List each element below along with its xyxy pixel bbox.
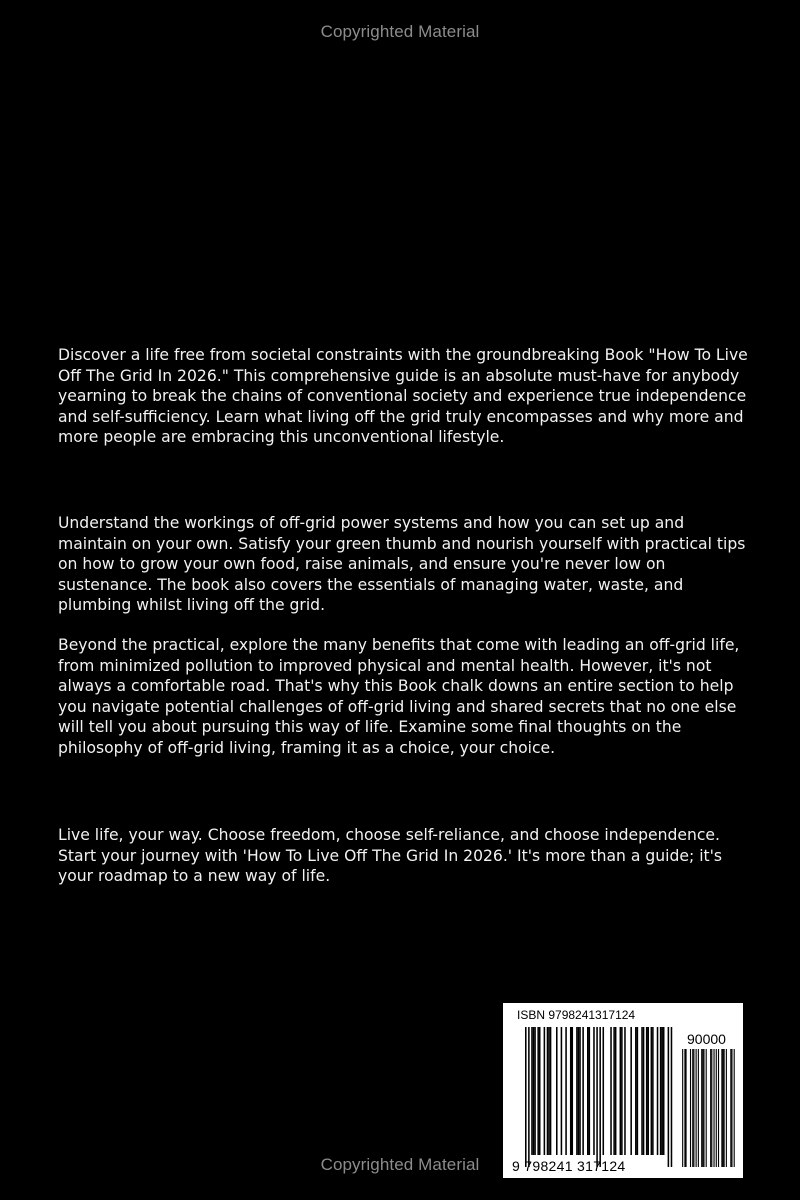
barcode-addon-bar (726, 1049, 727, 1167)
barcode-guard-bar (596, 1027, 598, 1167)
copyright-watermark-top: Copyrighted Material (320, 22, 480, 41)
barcode-bar (615, 1027, 617, 1155)
barcode-bar (547, 1027, 549, 1155)
barcode-bar (661, 1027, 663, 1155)
barcode-addon-bar (698, 1049, 699, 1167)
barcode-addon-bar (690, 1049, 691, 1167)
barcode-addon-bar (730, 1049, 731, 1167)
barcode-guard-bar (525, 1027, 527, 1167)
barcode-bar (556, 1027, 558, 1155)
barcode-bar (576, 1027, 578, 1155)
barcode-guard-bar (599, 1027, 601, 1167)
copyright-watermark-bottom: Copyrighted Material (320, 1155, 480, 1174)
barcode-bar (630, 1027, 632, 1155)
barcode-bar (579, 1027, 581, 1155)
barcode-bar (578, 1027, 580, 1155)
barcode-bar (663, 1027, 665, 1155)
barcode-guard-bar (668, 1027, 670, 1167)
barcode-addon-bar (710, 1049, 711, 1167)
barcode-bar (534, 1027, 536, 1155)
barcode-bar (647, 1027, 649, 1155)
barcode-addon-bar (702, 1049, 703, 1167)
barcode-bar (613, 1027, 615, 1155)
barcode-addon-bar (692, 1049, 693, 1167)
barcode-addon-bar (684, 1049, 685, 1167)
barcode-bar (572, 1027, 574, 1155)
barcode-bar (643, 1027, 645, 1155)
barcode-bar (624, 1027, 626, 1155)
barcode-addon-bar (693, 1049, 694, 1167)
barcode-addon-bar (685, 1049, 686, 1167)
barcode-addon-bar (718, 1049, 719, 1167)
barcode-bar (589, 1027, 591, 1155)
barcode-bar (531, 1027, 533, 1155)
barcode-bar (550, 1027, 552, 1155)
barcode-addon-bar (724, 1049, 725, 1167)
barcode-bar (565, 1027, 567, 1155)
barcode-bar (603, 1027, 605, 1155)
barcode-bar (570, 1027, 572, 1155)
barcode-bar (593, 1027, 595, 1155)
description-paragraph-3: Beyond the practical, explore the many benefits that come with leading an off-grid life, from minimized pollution to improved physical and mental health. However, it's not always a comfortable road. That's why this Book chalk downs an entire section to help you navigate potential challenges of off-grid living and shared secrets that no one else will tell you about pursuing this way of life. Examine some final thoughts on the philosophy of off-grid living, framing it as a choice, your choice. (58, 636, 740, 757)
barcode-addon-bar (703, 1049, 704, 1167)
barcode-addon-bar (713, 1049, 714, 1167)
description-paragraph-4: Live life, your way. Choose freedom, choose self-reliance, and choose independence. Start your journey with 'How To Live Off The Grid In 2026.' It's more than a guide; it's your roadmap to a new way of life. (58, 826, 723, 886)
barcode-guard-bar (671, 1027, 673, 1167)
barcode-bar (537, 1027, 539, 1155)
barcode-addon-bar (734, 1049, 735, 1167)
barcode-addon-bar (731, 1049, 732, 1167)
barcode-bar (539, 1027, 541, 1155)
barcode-bar (620, 1027, 622, 1155)
description-paragraph-2: Understand the workings of off-grid power systems and how you can set up and maintain on your own. Satisfy your green thumb and nourish yourself with practical tips on how to grow your own food, raise animals, and ensure you're never low on sustenance. The book also covers the essentials of managing water, waste, and plumbing whilst living off the grid. (58, 514, 746, 615)
barcode-bars (503, 1003, 743, 1178)
barcode-addon-bar (682, 1049, 683, 1167)
barcode-bar (544, 1027, 546, 1155)
barcode-bar (587, 1027, 589, 1155)
barcode-bar (637, 1027, 639, 1155)
barcode-addon-number: 90000 (687, 1031, 726, 1047)
barcode-bar (635, 1027, 637, 1155)
isbn-label: ISBN 9798241317124 (517, 1008, 636, 1022)
barcode-bar (582, 1027, 584, 1155)
barcode-addon-bar (722, 1049, 723, 1167)
barcode-addon-bar (721, 1049, 722, 1167)
barcode-bar (652, 1027, 654, 1155)
barcode-bar (548, 1027, 550, 1155)
barcode-bar (533, 1027, 535, 1155)
barcode-bar (610, 1027, 612, 1155)
barcode-addon-bar (696, 1049, 697, 1167)
barcode-bar (651, 1027, 653, 1155)
barcode-addon-bar (706, 1049, 707, 1167)
barcode-human-readable: 9 798241 317124 (512, 1158, 626, 1174)
barcode-bar (641, 1027, 643, 1155)
barcode-addon-bar (716, 1049, 717, 1167)
barcode-bar (660, 1027, 662, 1155)
isbn-barcode (503, 1003, 743, 1178)
barcode-bar (646, 1027, 648, 1155)
barcode-addon-bar (711, 1049, 712, 1167)
barcode-addon-bar (701, 1049, 702, 1167)
description-paragraph-1: Discover a life free from societal constraints with the groundbreaking Book "How To Live Off The Grid In 2026." This comprehensive guide is an absolute must-have for anybody yearning to break the chains of conventional society and experience true independence and self-sufficiency. Learn what living off the grid truly encompasses and why more and more people are embracing this unconventional lifestyle. (58, 346, 748, 447)
barcode-guard-bar (528, 1027, 530, 1167)
barcode-bar (561, 1027, 563, 1155)
barcode-bar (657, 1027, 659, 1155)
barcode-bar (621, 1027, 623, 1155)
